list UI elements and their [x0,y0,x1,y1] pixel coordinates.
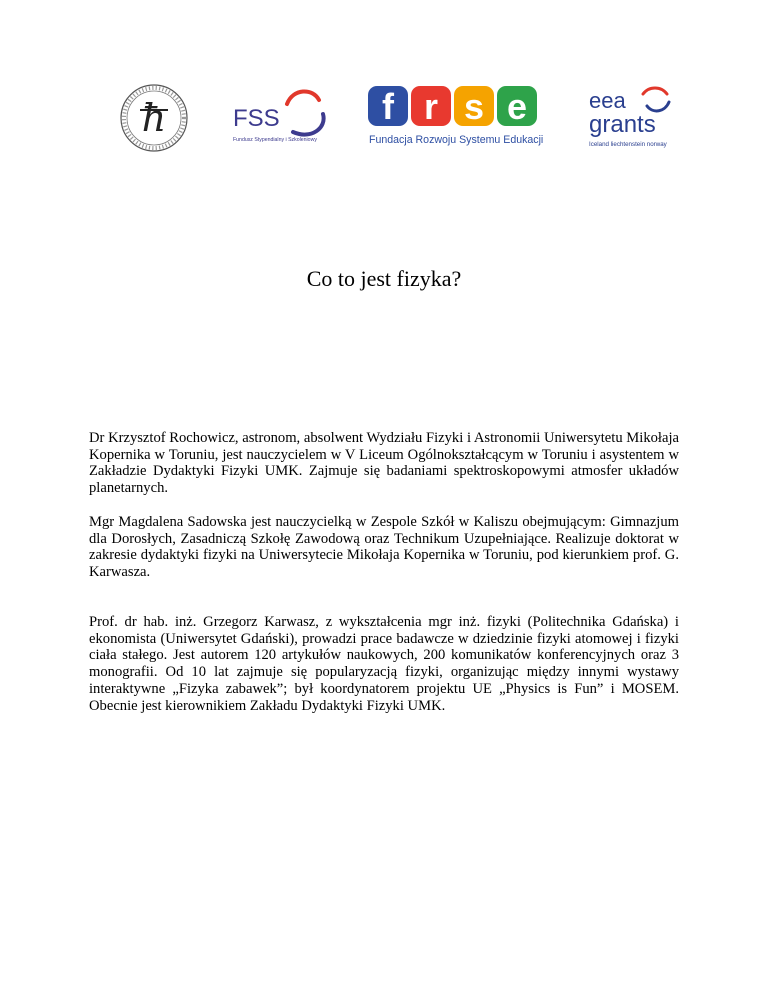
frse-name: Fundacja Rozwoju Systemu Edukacji [369,134,544,146]
frse-letter: r [423,86,439,127]
seal-glyph: ħ [141,96,167,140]
fss-abbr: FSS [233,105,280,132]
frse-letter: f [382,86,394,127]
eea-countries: Iceland liechtenstein norway [589,141,667,148]
eea-line1: eea [589,88,626,113]
fss-tagline: Fundusz Stypendialny i Szkoleniowy [233,137,317,143]
fss-logo [227,84,357,148]
university-seal-icon [118,82,190,154]
bio-karwasz [89,614,679,714]
eea-grants-logo [585,84,695,154]
bio-rochowicz [89,430,679,497]
document-title: Co to jest fizyka? [306,266,462,291]
frse-logo [366,84,546,148]
logo-bar [0,0,768,160]
frse-letter: e [506,86,528,127]
bio-sadowska [89,514,679,581]
frse-letter: s [463,86,485,127]
eea-line2: grants [589,111,656,138]
paragraph: Mgr Magdalena Sadowska jest nauczycielką w Zespole Szkół w Kaliszu obejmującym: Gimnazjum dla Dorosłych, Zasadniczą Szkołę Zawodową oraz Technikum Uzupełniające. Realizuje doktorat w zakresie dydaktyki fizyki na Uniwersytecie Mikołaja Kopernika w Toruniu, pod kierunkiem prof. G. Karwasza. [89,514,679,581]
paragraph: Dr Krzysztof Rochowicz, astronom, absolwent Wydziału Fizyki i Astronomii Uniwersytetu Mikołaja Kopernika w Toruniu, jest nauczycielem w V Liceum Ogólnokształcącym w Toruniu i asystentem w Zakładzie Dydaktyki Fizyki UMK. Zajmuje się badaniami spektroskopowymi atmosfer układów planetarnych. [89,430,679,497]
paragraph: Prof. dr hab. inż. Grzegorz Karwasz, z wykształcenia mgr inż. fizyki (Politechnika Gdańska) i ekonomista (Uniwersytet Gdański), prowadzi prace badawcze w dziedzinie fizyki atomowej i fizyki ciała stałego. Jest autorem 120 artykułów naukowych, 200 komunikatów konferencyjnych oraz 3 monografii. Od 10 lat zajmuje się popularyzacją fizyki, organizując między innymi wystawy interaktywne „Fizyka zabawek”; był koordynatorem projektu UE „Physics is Fun” i MOSEM. Obecnie jest kierownikiem Zakładu Dydaktyki Fizyki UMK. [89,614,679,714]
